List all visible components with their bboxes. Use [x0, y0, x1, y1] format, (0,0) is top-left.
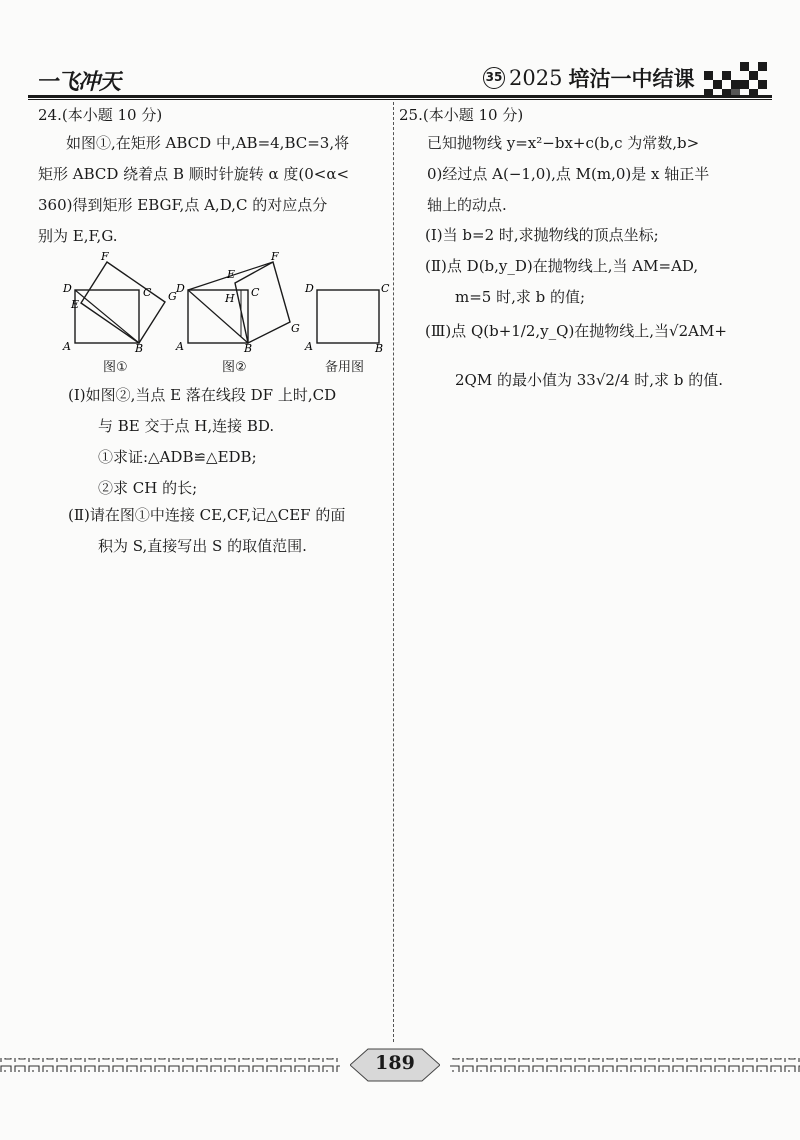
q24-part1-sub1: ①求证:△ADB≌△EDB;: [98, 448, 257, 466]
fig3-point-d: D: [305, 282, 314, 295]
fig2-point-g: G: [291, 322, 300, 335]
page-header: [28, 55, 772, 99]
fig1-point-d: D: [63, 282, 72, 295]
q24-number: 24.(本小题 10 分): [38, 106, 163, 124]
header-rule-thin: [28, 99, 772, 100]
q24-part1-line: 与 BE 交于点 H,连接 BD.: [98, 417, 275, 435]
q24-part2: [68, 500, 345, 562]
q25-part3-line1: (Ⅲ)点 Q(b+1/2,y_Q)在抛物线上,当√2AM+: [425, 322, 727, 340]
fig1-point-c: C: [143, 286, 152, 299]
figure-1: [62, 250, 177, 355]
q24-intro: [38, 128, 350, 252]
fig1-point-f: F: [101, 250, 109, 263]
figure-2: [175, 250, 300, 355]
fig2-point-a: A: [176, 340, 184, 353]
q25-intro-line: 已知抛物线 y=x²−bx+c(b,c 为常数,b>: [427, 134, 700, 152]
q25-part1: (Ⅰ)当 b=2 时,求抛物线的顶点坐标;: [425, 226, 659, 244]
fig2-point-d: D: [176, 282, 185, 295]
series-name: 培沽一中结课: [568, 66, 695, 91]
fig3-point-b: B: [375, 342, 384, 355]
series-title: [483, 63, 694, 93]
q25-part2-line2: m=5 时,求 b 的值;: [455, 288, 586, 306]
q25-intro-line: 0)经过点 A(−1,0),点 M(m,0)是 x 轴正半: [427, 165, 710, 183]
figure-3: [304, 282, 390, 355]
page-number: 189: [375, 1052, 415, 1074]
q24-intro-line: 别为 E,F,G.: [38, 227, 118, 245]
circled-number: 35: [483, 67, 505, 89]
q24-part2-line: 积为 S,直接写出 S 的取值范围.: [98, 537, 307, 555]
q24-intro-line: 矩形 ABCD 绕着点 B 顺时针旋转 α 度(0<α<: [38, 165, 350, 183]
fig2-point-h: H: [225, 292, 235, 305]
q25-intro-line: 轴上的动点.: [427, 196, 507, 214]
fig1-point-g: G: [168, 290, 177, 303]
fig1-point-a: A: [63, 340, 71, 353]
q25-number: 25.(本小题 10 分): [399, 106, 524, 124]
checker-icon: [704, 59, 770, 99]
fig2-point-e: E: [227, 268, 236, 281]
series-year: 2025: [509, 66, 563, 90]
q24-part1-sub2: ②求 CH 的长;: [98, 479, 198, 497]
fig3-caption: 备用图: [325, 360, 365, 375]
fig2-point-c: C: [251, 286, 260, 299]
q25-part2-line1: (Ⅱ)点 D(b,y_D)在抛物线上,当 AM=AD,: [425, 257, 699, 275]
header-rule: [28, 95, 772, 98]
fig2-point-f: F: [271, 250, 279, 263]
q24-part2-line: (Ⅱ)请在图①中连接 CE,CF,记△CEF 的面: [68, 506, 346, 524]
q25-part3-line2: 2QM 的最小值为 33√2/4 时,求 b 的值.: [455, 371, 723, 389]
fig3-point-a: A: [305, 340, 313, 353]
q24-intro-line: 360)得到矩形 EBGF,点 A,D,C 的对应点分: [38, 196, 328, 214]
q24-intro-line: 如图①,在矩形 ABCD 中,AB=4,BC=3,将: [66, 134, 350, 152]
fig1-point-e: E: [71, 298, 80, 311]
fig3-point-c: C: [381, 282, 390, 295]
fig1-caption: 图①: [103, 360, 128, 375]
q24-part1: [68, 380, 336, 504]
fig1-point-b: B: [135, 342, 144, 355]
q25-parts: [425, 220, 698, 313]
q24-figures: [55, 250, 390, 355]
q25-part3: [425, 316, 727, 396]
q24-part1-line: (Ⅰ)如图②,当点 E 落在线段 DF 上时,CD: [68, 386, 337, 404]
fig2-caption: 图②: [222, 360, 247, 375]
brand-logo: 一飞冲天: [36, 70, 121, 95]
column-divider: [393, 102, 394, 1042]
fig2-point-b: B: [244, 342, 253, 355]
q25-intro: [427, 128, 709, 221]
